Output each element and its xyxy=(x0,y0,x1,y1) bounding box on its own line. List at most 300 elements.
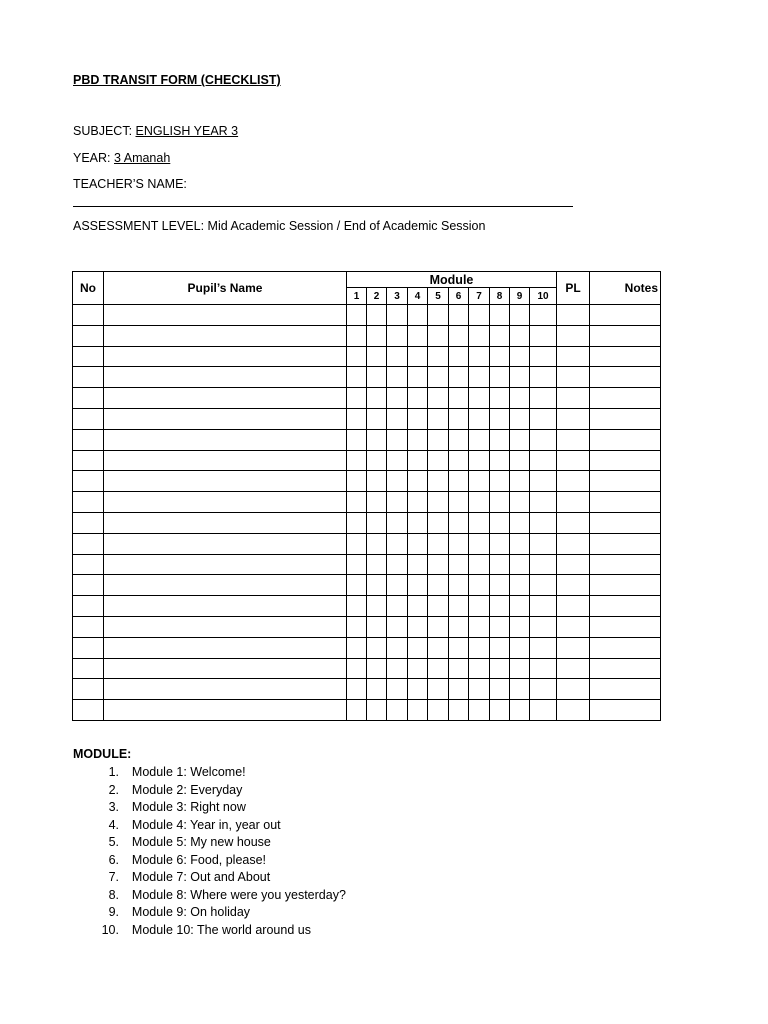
cell-no xyxy=(73,679,104,700)
cell-module-5 xyxy=(428,492,449,513)
cell-module-2 xyxy=(367,679,387,700)
cell-module-7 xyxy=(469,492,490,513)
cell-module-3 xyxy=(387,471,408,492)
cell-pupil-name xyxy=(104,346,347,367)
table-body xyxy=(73,305,661,721)
cell-no xyxy=(73,471,104,492)
cell-module-9 xyxy=(510,305,530,326)
cell-notes xyxy=(590,388,661,409)
table-row xyxy=(73,533,661,554)
cell-notes xyxy=(590,554,661,575)
module-item-number: 1. xyxy=(108,765,119,779)
cell-module-5 xyxy=(428,512,449,533)
table-row xyxy=(73,616,661,637)
cell-module-8 xyxy=(490,554,510,575)
cell-no xyxy=(73,305,104,326)
cell-module-10 xyxy=(530,305,557,326)
table-row xyxy=(73,512,661,533)
cell-module-3 xyxy=(387,637,408,658)
cell-module-6 xyxy=(449,450,469,471)
cell-module-5 xyxy=(428,679,449,700)
cell-module-9 xyxy=(510,471,530,492)
module-number-header: 9 xyxy=(510,288,530,305)
module-number-header: 2 xyxy=(367,288,387,305)
cell-module-9 xyxy=(510,492,530,513)
cell-module-4 xyxy=(408,367,428,388)
cell-notes xyxy=(590,658,661,679)
cell-module-2 xyxy=(367,408,387,429)
cell-module-5 xyxy=(428,450,449,471)
cell-module-3 xyxy=(387,408,408,429)
module-number-header: 10 xyxy=(530,288,557,305)
cell-module-1 xyxy=(347,471,367,492)
cell-module-7 xyxy=(469,596,490,617)
cell-notes xyxy=(590,492,661,513)
cell-module-1 xyxy=(347,512,367,533)
year-value: 3 Amanah xyxy=(114,151,171,165)
cell-module-1 xyxy=(347,637,367,658)
cell-module-4 xyxy=(408,700,428,721)
module-item-text: Module 8: Where were you yesterday? xyxy=(131,887,346,902)
module-item-text: Module 5: My new house xyxy=(131,835,271,849)
cell-module-7 xyxy=(469,700,490,721)
cell-module-3 xyxy=(387,305,408,326)
cell-notes xyxy=(590,429,661,450)
cell-module-1 xyxy=(347,408,367,429)
cell-module-9 xyxy=(510,575,530,596)
cell-module-9 xyxy=(510,658,530,679)
cell-module-6 xyxy=(449,429,469,450)
cell-pl xyxy=(557,512,590,533)
teacher-name-blank-line xyxy=(73,206,573,207)
cell-module-2 xyxy=(367,554,387,575)
module-list-item xyxy=(73,887,347,905)
cell-module-9 xyxy=(510,554,530,575)
cell-module-8 xyxy=(490,346,510,367)
cell-module-5 xyxy=(428,471,449,492)
cell-module-3 xyxy=(387,679,408,700)
cell-notes xyxy=(590,637,661,658)
cell-module-4 xyxy=(408,325,428,346)
module-list-item xyxy=(73,799,347,817)
col-header-pl: PL xyxy=(557,272,590,305)
cell-module-7 xyxy=(469,658,490,679)
cell-module-6 xyxy=(449,616,469,637)
cell-pl xyxy=(557,408,590,429)
cell-module-8 xyxy=(490,429,510,450)
cell-module-8 xyxy=(490,700,510,721)
cell-module-3 xyxy=(387,512,408,533)
cell-no xyxy=(73,616,104,637)
cell-module-6 xyxy=(449,367,469,388)
cell-notes xyxy=(590,700,661,721)
table-row xyxy=(73,450,661,471)
cell-no xyxy=(73,533,104,554)
cell-module-5 xyxy=(428,533,449,554)
cell-no xyxy=(73,658,104,679)
cell-module-8 xyxy=(490,388,510,409)
cell-pl xyxy=(557,616,590,637)
module-item-number: 6. xyxy=(108,852,119,867)
teacher-name-label: TEACHER’S NAME: xyxy=(73,177,187,191)
cell-module-4 xyxy=(408,533,428,554)
module-item-text: Module 6: Food, please! xyxy=(131,852,267,867)
cell-pl xyxy=(557,429,590,450)
module-item-number: 5. xyxy=(108,835,119,849)
assessment-level-line xyxy=(73,219,485,233)
checklist-table xyxy=(72,271,661,721)
cell-module-10 xyxy=(530,679,557,700)
cell-module-1 xyxy=(347,679,367,700)
cell-module-5 xyxy=(428,305,449,326)
cell-module-4 xyxy=(408,450,428,471)
cell-no xyxy=(73,596,104,617)
cell-notes xyxy=(590,325,661,346)
cell-module-6 xyxy=(449,512,469,533)
cell-module-10 xyxy=(530,408,557,429)
cell-module-4 xyxy=(408,408,428,429)
module-item-number: 9. xyxy=(108,905,119,919)
cell-pl xyxy=(557,305,590,326)
cell-pl xyxy=(557,471,590,492)
module-list-item xyxy=(73,764,347,782)
col-header-no: No xyxy=(73,272,104,305)
module-item-number: 2. xyxy=(108,782,119,797)
cell-notes xyxy=(590,367,661,388)
cell-no xyxy=(73,450,104,471)
cell-module-3 xyxy=(387,575,408,596)
cell-module-9 xyxy=(510,367,530,388)
table-row xyxy=(73,492,661,513)
cell-module-8 xyxy=(490,305,510,326)
cell-module-3 xyxy=(387,700,408,721)
cell-module-8 xyxy=(490,325,510,346)
cell-module-9 xyxy=(510,408,530,429)
assessment-level-value: Mid Academic Session / End of Academic Session xyxy=(207,219,486,233)
cell-module-1 xyxy=(347,325,367,346)
cell-module-5 xyxy=(428,429,449,450)
cell-module-6 xyxy=(449,471,469,492)
cell-module-3 xyxy=(387,450,408,471)
cell-module-5 xyxy=(428,575,449,596)
cell-module-9 xyxy=(510,450,530,471)
cell-module-5 xyxy=(428,596,449,617)
cell-module-2 xyxy=(367,492,387,513)
cell-no xyxy=(73,325,104,346)
cell-pupil-name xyxy=(104,575,347,596)
cell-module-8 xyxy=(490,679,510,700)
cell-module-10 xyxy=(530,637,557,658)
cell-pupil-name xyxy=(104,367,347,388)
col-header-pupil-name: Pupil’s Name xyxy=(104,272,347,305)
cell-module-1 xyxy=(347,533,367,554)
module-number-header: 5 xyxy=(428,288,449,305)
cell-pupil-name xyxy=(104,492,347,513)
cell-module-6 xyxy=(449,575,469,596)
cell-pl xyxy=(557,388,590,409)
cell-pupil-name xyxy=(104,554,347,575)
cell-module-4 xyxy=(408,471,428,492)
cell-module-4 xyxy=(408,679,428,700)
cell-module-9 xyxy=(510,388,530,409)
cell-pupil-name xyxy=(104,700,347,721)
cell-pupil-name xyxy=(104,450,347,471)
cell-notes xyxy=(590,346,661,367)
cell-module-4 xyxy=(408,658,428,679)
cell-module-9 xyxy=(510,637,530,658)
module-list-item xyxy=(73,852,347,870)
module-list-item xyxy=(73,834,347,852)
module-number-header: 6 xyxy=(449,288,469,305)
cell-module-2 xyxy=(367,512,387,533)
cell-module-6 xyxy=(449,658,469,679)
module-heading: MODULE: xyxy=(73,747,132,761)
cell-module-1 xyxy=(347,575,367,596)
year-label: YEAR: xyxy=(73,151,114,165)
cell-pl xyxy=(557,554,590,575)
cell-pl xyxy=(557,679,590,700)
cell-no xyxy=(73,637,104,658)
module-item-number: 4. xyxy=(108,817,119,832)
module-number-header: 1 xyxy=(347,288,367,305)
cell-module-3 xyxy=(387,429,408,450)
cell-module-2 xyxy=(367,305,387,326)
cell-module-10 xyxy=(530,575,557,596)
cell-module-1 xyxy=(347,388,367,409)
cell-module-6 xyxy=(449,492,469,513)
module-item-text: Module 10: The world around us xyxy=(131,922,311,937)
col-header-notes: Notes xyxy=(590,272,661,305)
cell-module-8 xyxy=(490,575,510,596)
cell-module-1 xyxy=(347,616,367,637)
cell-module-3 xyxy=(387,658,408,679)
module-section xyxy=(73,747,347,939)
table-row xyxy=(73,637,661,658)
cell-pupil-name xyxy=(104,429,347,450)
cell-module-1 xyxy=(347,367,367,388)
cell-module-6 xyxy=(449,554,469,575)
cell-pupil-name xyxy=(104,616,347,637)
cell-module-10 xyxy=(530,346,557,367)
table-row xyxy=(73,367,661,388)
cell-module-8 xyxy=(490,367,510,388)
cell-module-8 xyxy=(490,408,510,429)
cell-module-6 xyxy=(449,408,469,429)
module-item-text: Module 4: Year in, year out xyxy=(131,817,281,832)
cell-module-10 xyxy=(530,367,557,388)
module-list-item xyxy=(73,869,347,887)
cell-notes xyxy=(590,471,661,492)
cell-module-4 xyxy=(408,637,428,658)
cell-module-6 xyxy=(449,679,469,700)
cell-module-10 xyxy=(530,512,557,533)
cell-module-7 xyxy=(469,637,490,658)
cell-module-4 xyxy=(408,554,428,575)
cell-module-1 xyxy=(347,554,367,575)
cell-module-7 xyxy=(469,575,490,596)
cell-module-8 xyxy=(490,637,510,658)
cell-module-1 xyxy=(347,346,367,367)
module-item-number: 10. xyxy=(101,922,119,937)
cell-pl xyxy=(557,325,590,346)
cell-module-4 xyxy=(408,346,428,367)
table-row xyxy=(73,429,661,450)
table-row xyxy=(73,408,661,429)
cell-no xyxy=(73,367,104,388)
cell-pl xyxy=(557,346,590,367)
cell-module-5 xyxy=(428,554,449,575)
cell-module-10 xyxy=(530,700,557,721)
cell-module-9 xyxy=(510,596,530,617)
cell-module-3 xyxy=(387,388,408,409)
cell-module-1 xyxy=(347,429,367,450)
cell-module-10 xyxy=(530,450,557,471)
cell-no xyxy=(73,492,104,513)
cell-module-7 xyxy=(469,305,490,326)
cell-pupil-name xyxy=(104,658,347,679)
cell-module-2 xyxy=(367,325,387,346)
cell-module-9 xyxy=(510,429,530,450)
cell-module-6 xyxy=(449,346,469,367)
cell-module-2 xyxy=(367,388,387,409)
module-item-number: 3. xyxy=(108,800,119,814)
cell-module-7 xyxy=(469,533,490,554)
cell-no xyxy=(73,388,104,409)
cell-notes xyxy=(590,533,661,554)
cell-pl xyxy=(557,700,590,721)
cell-module-9 xyxy=(510,512,530,533)
col-header-module: Module xyxy=(347,272,557,288)
module-list-item xyxy=(73,782,347,800)
module-item-text: Module 3: Right now xyxy=(131,800,246,814)
cell-pupil-name xyxy=(104,408,347,429)
cell-module-9 xyxy=(510,616,530,637)
cell-no xyxy=(73,700,104,721)
table-row xyxy=(73,575,661,596)
cell-pupil-name xyxy=(104,325,347,346)
cell-module-6 xyxy=(449,700,469,721)
cell-module-8 xyxy=(490,492,510,513)
cell-no xyxy=(73,408,104,429)
cell-module-7 xyxy=(469,346,490,367)
cell-module-8 xyxy=(490,658,510,679)
cell-module-6 xyxy=(449,325,469,346)
cell-no xyxy=(73,575,104,596)
cell-module-10 xyxy=(530,429,557,450)
subject-line xyxy=(73,124,238,138)
cell-notes xyxy=(590,616,661,637)
cell-module-5 xyxy=(428,408,449,429)
form-title: PBD TRANSIT FORM (CHECKLIST) xyxy=(73,73,281,87)
cell-module-4 xyxy=(408,492,428,513)
cell-pupil-name xyxy=(104,596,347,617)
cell-module-7 xyxy=(469,512,490,533)
cell-module-5 xyxy=(428,616,449,637)
cell-module-4 xyxy=(408,616,428,637)
cell-notes xyxy=(590,575,661,596)
year-line xyxy=(73,151,170,165)
module-item-text: Module 9: On holiday xyxy=(131,905,251,919)
cell-module-2 xyxy=(367,450,387,471)
table-row xyxy=(73,679,661,700)
cell-notes xyxy=(590,305,661,326)
subject-value: ENGLISH YEAR 3 xyxy=(135,124,239,138)
cell-pupil-name xyxy=(104,637,347,658)
cell-module-7 xyxy=(469,408,490,429)
module-item-text: Module 2: Everyday xyxy=(131,782,243,797)
cell-pupil-name xyxy=(104,512,347,533)
cell-module-5 xyxy=(428,658,449,679)
cell-pl xyxy=(557,575,590,596)
cell-module-6 xyxy=(449,305,469,326)
cell-module-7 xyxy=(469,367,490,388)
cell-module-2 xyxy=(367,575,387,596)
cell-module-8 xyxy=(490,596,510,617)
cell-module-1 xyxy=(347,700,367,721)
cell-module-1 xyxy=(347,596,367,617)
cell-pl xyxy=(557,596,590,617)
table-row xyxy=(73,305,661,326)
table-row xyxy=(73,388,661,409)
cell-module-7 xyxy=(469,679,490,700)
cell-pupil-name xyxy=(104,679,347,700)
cell-module-4 xyxy=(408,575,428,596)
module-item-number: 7. xyxy=(108,870,119,884)
cell-module-7 xyxy=(469,450,490,471)
module-number-header: 8 xyxy=(490,288,510,305)
cell-module-3 xyxy=(387,492,408,513)
module-item-text: Module 7: Out and About xyxy=(131,870,271,884)
cell-module-5 xyxy=(428,346,449,367)
cell-module-2 xyxy=(367,616,387,637)
cell-pupil-name xyxy=(104,388,347,409)
cell-notes xyxy=(590,512,661,533)
cell-module-5 xyxy=(428,388,449,409)
cell-module-10 xyxy=(530,533,557,554)
cell-module-6 xyxy=(449,388,469,409)
cell-module-1 xyxy=(347,658,367,679)
cell-module-3 xyxy=(387,554,408,575)
cell-pl xyxy=(557,658,590,679)
cell-module-3 xyxy=(387,325,408,346)
cell-module-7 xyxy=(469,325,490,346)
cell-module-4 xyxy=(408,512,428,533)
cell-module-4 xyxy=(408,429,428,450)
table-row xyxy=(73,346,661,367)
module-list-item xyxy=(73,817,347,835)
cell-module-7 xyxy=(469,429,490,450)
cell-module-3 xyxy=(387,596,408,617)
cell-module-7 xyxy=(469,616,490,637)
cell-module-6 xyxy=(449,596,469,617)
cell-notes xyxy=(590,679,661,700)
cell-pl xyxy=(557,533,590,554)
cell-module-3 xyxy=(387,346,408,367)
cell-module-1 xyxy=(347,305,367,326)
assessment-level-label: ASSESSMENT LEVEL: xyxy=(73,219,208,233)
table-row xyxy=(73,471,661,492)
cell-module-10 xyxy=(530,388,557,409)
cell-module-8 xyxy=(490,616,510,637)
cell-module-6 xyxy=(449,637,469,658)
table-row xyxy=(73,596,661,617)
cell-module-8 xyxy=(490,471,510,492)
cell-module-4 xyxy=(408,388,428,409)
cell-module-1 xyxy=(347,492,367,513)
module-list xyxy=(73,764,347,939)
cell-module-2 xyxy=(367,637,387,658)
cell-pupil-name xyxy=(104,305,347,326)
